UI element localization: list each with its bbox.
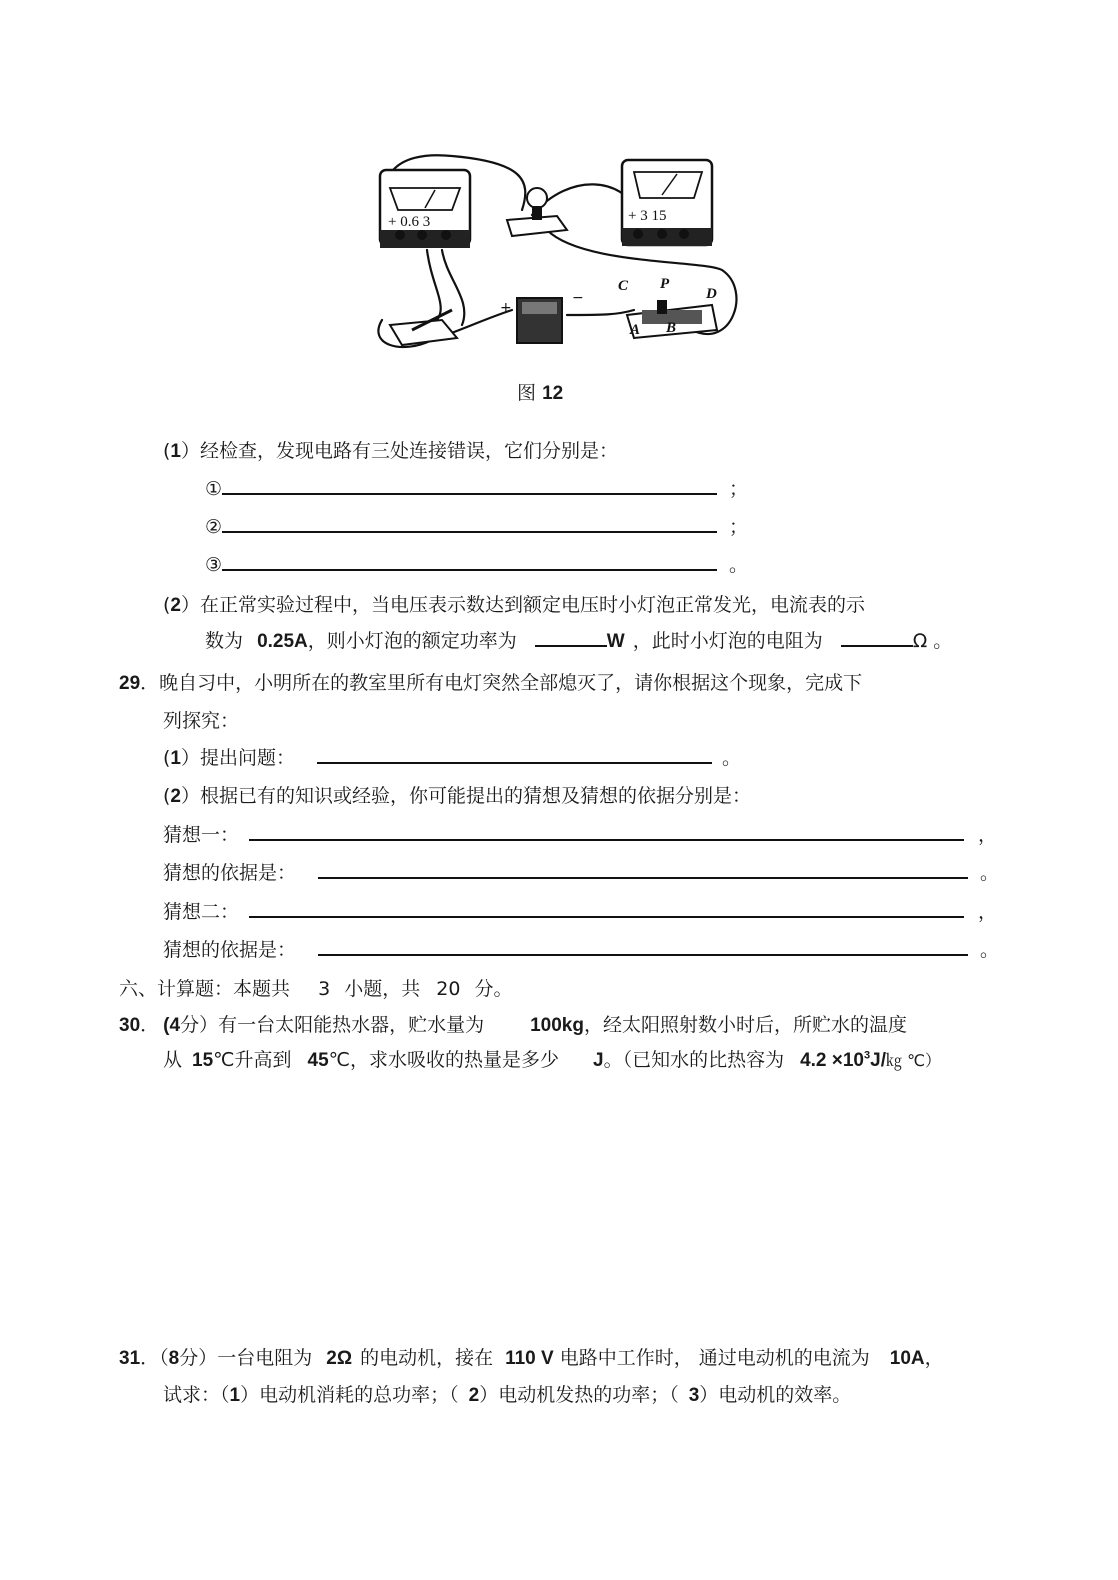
text: 。 xyxy=(933,630,953,652)
battery xyxy=(500,290,584,343)
label-d: D xyxy=(706,286,717,302)
q31-line2 xyxy=(163,1380,851,1407)
guess1-blank[interactable] xyxy=(249,821,964,841)
q30-line1: 30． (4分）有一台太阳能热水器，贮水量为 100kg，经太阳照射数小时后，所贮水的温度 xyxy=(119,1014,907,1036)
text: ㎏ ℃） xyxy=(885,1051,942,1070)
item-end: 。 xyxy=(729,554,749,576)
item-end: ； xyxy=(729,478,749,500)
q29-text: 晚自习中，小明所在的教室里所有电灯突然全部熄灭了，请你根据这个现象，完成下 xyxy=(159,672,863,694)
ammeter-scale: + 0.6 3 xyxy=(388,214,431,230)
circuit-figure xyxy=(372,150,752,355)
guess2-blank[interactable] xyxy=(249,898,964,918)
label-b: B xyxy=(666,320,677,336)
q29-line1: 29．晚自习中，小明所在的教室里所有电灯突然全部熄灭了，请你根据这个现象，完成下 xyxy=(119,672,863,694)
final-temp: 45 xyxy=(307,1050,329,1071)
question-count: 3 xyxy=(318,978,331,1000)
question-number: 30 xyxy=(119,1015,141,1036)
total-points: 20 xyxy=(436,978,461,1000)
specific-heat: 4.2 ×10 xyxy=(800,1050,864,1071)
battery-minus: − xyxy=(572,290,584,306)
text: （ xyxy=(159,1347,169,1369)
q28-part2: (2）在正常实验过程中，当电压表示数达到额定电压时小灯泡正常发光，电流表的示 xyxy=(163,594,866,616)
q28-item-2 xyxy=(205,512,748,539)
label-a: A xyxy=(630,322,641,338)
q28-part2-line1: 在正常实验过程中，当电压表示数达到额定电压时小灯泡正常发光，电流表的示 xyxy=(200,594,866,616)
q29-part1-text: 提出问题： xyxy=(200,747,296,769)
section-heading xyxy=(119,974,513,1001)
text: ）电动机发热的功率；（ xyxy=(479,1384,679,1406)
answer-blank[interactable] xyxy=(222,513,717,533)
text: ℃升高到 xyxy=(213,1049,292,1071)
answer-blank[interactable] xyxy=(222,475,717,495)
sub-number: 2 xyxy=(468,1385,480,1406)
text: 。 xyxy=(722,747,742,769)
text: ）电动机消耗的总功率；（ xyxy=(240,1384,459,1406)
text: ）电动机的效率。 xyxy=(699,1384,852,1406)
basis1-blank[interactable] xyxy=(318,859,968,879)
item-marker: ③ xyxy=(205,554,223,576)
score: (4 xyxy=(163,1015,181,1036)
switch xyxy=(390,310,457,345)
guess2-row xyxy=(163,897,997,924)
text: 。 xyxy=(980,939,1000,961)
q29-part2: (2）根据已有的知识或经验，你可能提出的猜想及猜想的依据分别是： xyxy=(163,785,752,807)
unit-w: W xyxy=(606,631,625,652)
current-value: 0.25A xyxy=(257,631,308,652)
text: ，经太阳照射数小时后，所贮水的温度 xyxy=(583,1014,907,1036)
text: ，则小灯泡的额定功率为 xyxy=(307,630,517,652)
text: ，此时小灯泡的电阻为 xyxy=(632,630,823,652)
q28-part2-num: 2 xyxy=(170,595,181,616)
voltmeter-scale: + 3 15 xyxy=(628,208,667,224)
text: 试求：（ xyxy=(163,1384,230,1406)
text: 的电动机，接在 xyxy=(360,1347,494,1369)
text: 分）一台电阻为 xyxy=(179,1347,313,1369)
q28-part1-text: 经检查，发现电路有三处连接错误，它们分别是： xyxy=(200,440,619,462)
text: ， xyxy=(978,824,998,846)
initial-temp: 15 xyxy=(192,1050,214,1071)
basis2-label: 猜想的依据是： xyxy=(163,939,297,961)
ammeter xyxy=(380,170,470,248)
answer-blank[interactable] xyxy=(222,551,717,571)
q28-item-3 xyxy=(205,550,748,577)
q28-item-1 xyxy=(205,474,748,501)
resistance-blank[interactable] xyxy=(841,627,913,647)
caption-number: 12 xyxy=(542,383,564,404)
text: 数为 xyxy=(205,630,244,652)
figure-caption xyxy=(517,378,563,405)
basis1-label: 猜想的依据是： xyxy=(163,862,297,884)
text: ， xyxy=(924,1347,944,1369)
q29-part2-num: 2 xyxy=(170,786,181,807)
sub-number: 3 xyxy=(688,1385,700,1406)
text: 小题，共 xyxy=(344,978,421,1000)
specific-heat-exp: 3 xyxy=(864,1049,871,1062)
q28-part1-num: 1 xyxy=(170,441,181,462)
score: 8 xyxy=(168,1348,180,1369)
mass-value: 100kg xyxy=(530,1015,584,1036)
q29-part1-num: 1 xyxy=(170,748,181,769)
q30-line2 xyxy=(163,1045,941,1072)
guess1-label: 猜想一： xyxy=(163,824,240,846)
unit-ohm: Ω xyxy=(912,630,928,652)
q28-part1: (1）经检查，发现电路有三处连接错误，它们分别是： xyxy=(163,440,619,462)
voltage-value: 110 V xyxy=(505,1348,554,1369)
question-number: 29 xyxy=(119,673,141,694)
text: 六、计算题：本题共 xyxy=(119,978,291,1000)
battery-plus: + xyxy=(500,300,512,316)
resistance-value: 2Ω xyxy=(326,1348,353,1369)
basis1-row xyxy=(163,858,999,885)
text: 。 xyxy=(980,862,1000,884)
text: 分）有一台太阳能热水器，贮水量为 xyxy=(180,1014,485,1036)
current-value: 10A xyxy=(889,1348,925,1369)
item-marker: ② xyxy=(205,516,223,538)
text: 从 xyxy=(163,1049,183,1071)
q29-part1: (1）提出问题： 。 xyxy=(163,743,741,770)
q28-part2-line2 xyxy=(205,626,952,653)
guess2-label: 猜想二： xyxy=(163,901,240,923)
question-blank[interactable] xyxy=(317,744,712,764)
text: 分。 xyxy=(474,978,513,1000)
text: 。（已知水的比热容为 xyxy=(603,1049,785,1071)
unit-j: J xyxy=(592,1050,604,1071)
bulb xyxy=(507,188,567,236)
q31-line1: 31．（8分）一台电阻为 2Ω 的电动机，接在 110 V 电路中工作时， 通过电动机的电流为 10A， xyxy=(119,1347,944,1369)
text: ， xyxy=(978,901,998,923)
question-number: 31 xyxy=(119,1348,141,1369)
text: ℃，求水吸收的热量是多少 xyxy=(328,1049,559,1071)
item-end: ； xyxy=(729,516,749,538)
q29-line2: 列探究： xyxy=(163,710,240,732)
q29-part2-text: 根据已有的知识或经验，你可能提出的猜想及猜想的依据分别是： xyxy=(200,785,752,807)
rheostat xyxy=(618,276,717,338)
sub-number: 1 xyxy=(229,1385,241,1406)
voltmeter xyxy=(622,160,712,246)
label-p: P xyxy=(660,276,670,292)
basis2-row xyxy=(163,935,999,962)
specific-heat-unit: J/ xyxy=(870,1050,886,1071)
caption-prefix: 图 xyxy=(517,382,537,404)
label-c: C xyxy=(618,278,629,294)
text: 电路中工作时， 通过电动机的电流为 xyxy=(559,1347,870,1369)
basis2-blank[interactable] xyxy=(318,936,968,956)
item-marker: ① xyxy=(205,478,223,500)
power-blank[interactable] xyxy=(535,627,607,647)
guess1-row xyxy=(163,820,997,847)
